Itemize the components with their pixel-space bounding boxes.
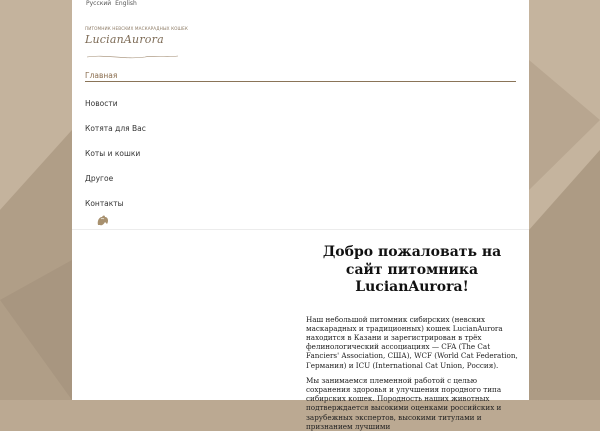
lang-english-link[interactable]: English bbox=[115, 0, 137, 7]
about-paragraph: Мы занимаемся племенной работой с целью сохранения здоровья и улучшения породного типа сибирских кошек. Породность наших животных подтверждается высокими оценками российских и зарубежных экспертов, высокими титулами и признанием лучшими bbox=[306, 375, 502, 431]
intro-paragraph: Наш небольшой питомник сибирских (невских маскарадных и традиционных) кошек LucianAurora находится в Казани и зарегистрирован в трёх фелинологический ассоциациях — CFA (The Cat Fanciers' Association, США), WCF (World Cat Federation, Германия) и ICU (International Cat Union, Россия). bbox=[306, 314, 518, 370]
page-heading: Добро пожаловать на сайт питомника LucianAurora! bbox=[322, 244, 502, 295]
logo-tagline: ПИТОМНИК НЕВСКИХ МАСКАРАДНЫХ КОШЕК bbox=[85, 26, 188, 31]
main-nav bbox=[85, 71, 516, 216]
lang-russian-link[interactable]: Русский bbox=[86, 0, 112, 7]
nav-item-kittens[interactable]: Котята для Вас bbox=[85, 124, 146, 133]
nav-item-news[interactable]: Новости bbox=[85, 99, 118, 108]
nav-item-contacts[interactable]: Контакты bbox=[85, 199, 124, 208]
logo-name: LucianAurora bbox=[85, 33, 164, 46]
page-container bbox=[72, 0, 529, 431]
main-content bbox=[306, 244, 518, 431]
site-logo[interactable] bbox=[85, 26, 188, 62]
nav-item-cats[interactable]: Коты и кошки bbox=[85, 149, 141, 158]
nav-item-home[interactable]: Главная bbox=[85, 71, 516, 82]
section-divider bbox=[72, 229, 529, 230]
nav-item-other[interactable]: Другое bbox=[85, 174, 114, 183]
cat-emblem-icon bbox=[96, 215, 110, 227]
logo-flourish-icon bbox=[85, 53, 180, 61]
language-switcher bbox=[86, 0, 139, 7]
